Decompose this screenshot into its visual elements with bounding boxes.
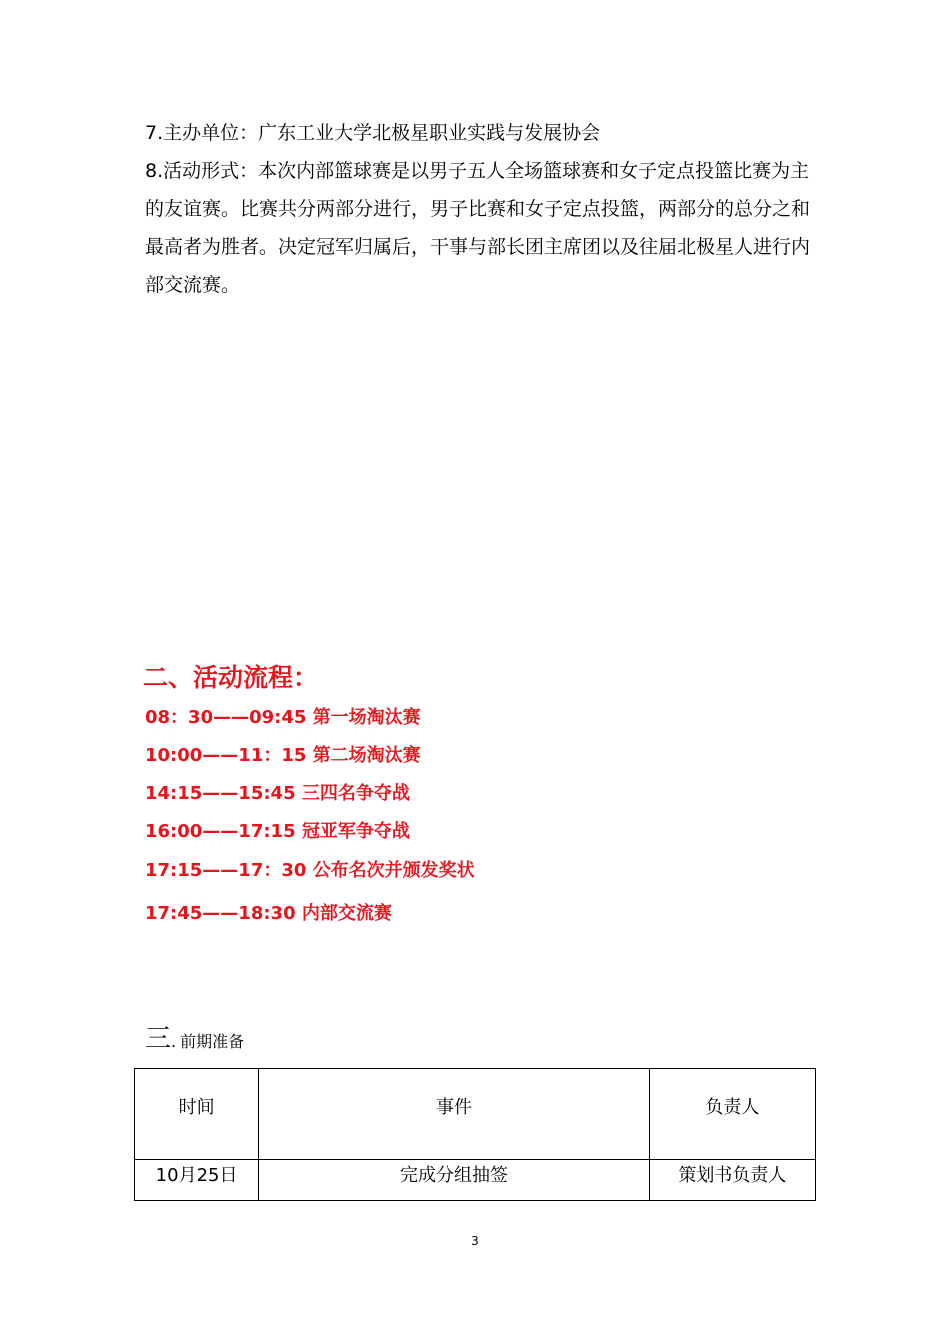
table-header-row	[135, 1069, 816, 1160]
schedule-item: 08：30——09:45 第一场淘汰赛	[145, 707, 421, 728]
cell-owner: 策划书负责人	[649, 1160, 815, 1201]
section-heading-activity-flow: 二、活动流程：	[143, 663, 319, 692]
section-title: 前期准备	[180, 1032, 245, 1051]
activity-format-paragraph: 8.活动形式：本次内部篮球赛是以男子五人全场篮球赛和女子定点投篮比赛为主的友谊赛。比赛共分两部分进行，男子比赛和女子定点投篮，两部分的总分之和最高者为胜者。决定冠军归属后，干事与部长团主席团以及往届北极星人进行内部交流赛。	[145, 160, 811, 296]
cell-time: 10月25日	[135, 1160, 259, 1201]
schedule-item: 16:00——17:15 冠亚军争夺战	[145, 821, 410, 842]
section-number-dot: .	[171, 1032, 177, 1051]
schedule-item: 10:00——11：15 第二场淘汰赛	[145, 745, 421, 766]
page-number: 3	[471, 1234, 479, 1248]
schedule-item: 17:45——18:30 内部交流赛	[145, 903, 392, 924]
schedule-item: 14:15——15:45 三四名争夺战	[145, 783, 410, 804]
preparation-table	[134, 1068, 816, 1201]
section-number: 三	[145, 1024, 172, 1054]
schedule-item: 17:15——17：30 公布名次并颁发奖状	[145, 860, 475, 881]
table-row	[135, 1160, 816, 1201]
cell-event: 完成分组抽签	[259, 1160, 650, 1201]
organizer-paragraph: 7.主办单位：广东工业大学北极星职业实践与发展协会	[145, 122, 601, 144]
header-time: 时间	[135, 1069, 259, 1160]
header-event: 事件	[259, 1069, 650, 1160]
header-owner: 负责人	[649, 1069, 815, 1160]
section-heading-preparation	[145, 1018, 244, 1055]
